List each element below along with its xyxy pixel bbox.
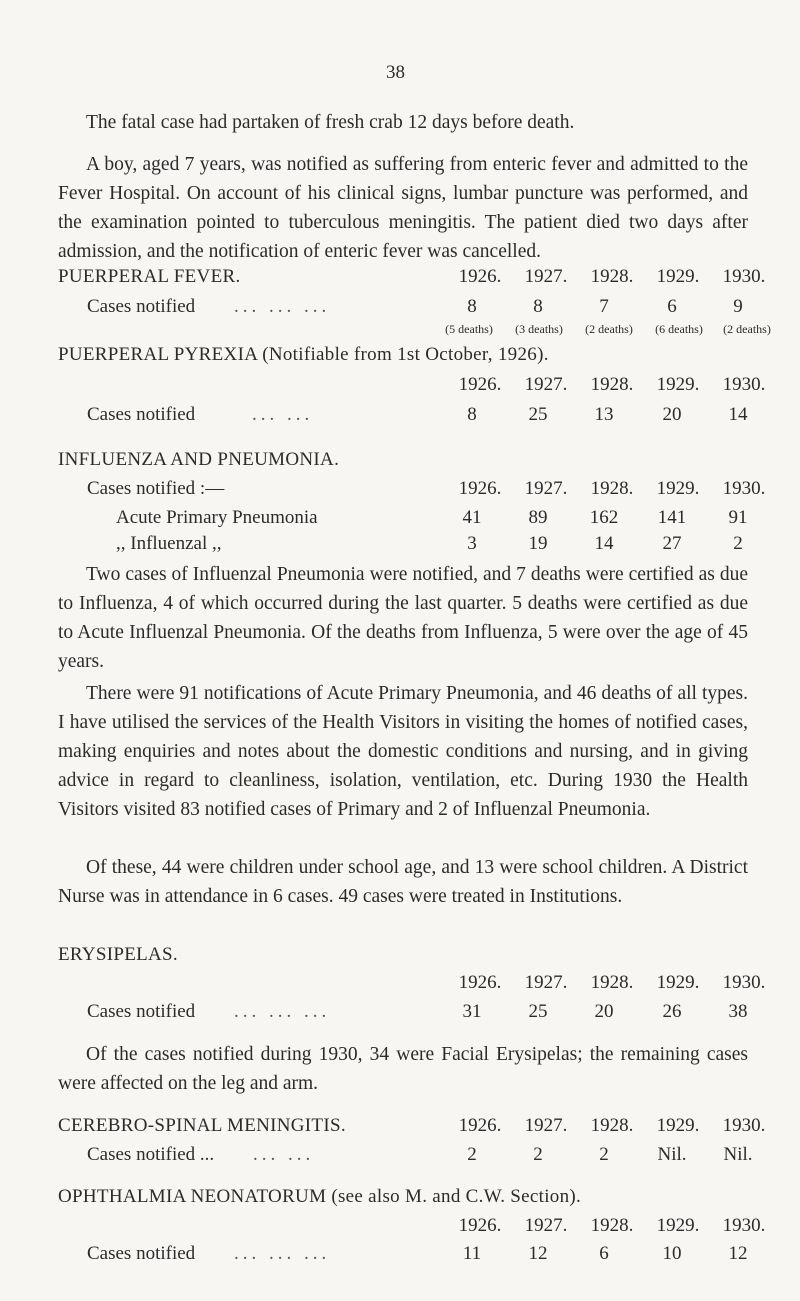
year-cell: 1928. <box>590 1215 634 1236</box>
inf-row1-label: Acute Primary Pneumonia <box>116 507 318 528</box>
year-cell: 1927. <box>524 1115 568 1136</box>
value-cell: 2 <box>467 1144 477 1165</box>
value-cell: 38 <box>728 1001 748 1022</box>
deaths-cell: (6 deaths) <box>655 322 703 336</box>
value-cell: 8 <box>467 296 477 317</box>
inf-row2-label: ,, Influenzal ,, <box>116 533 222 554</box>
year-cell: 1927. <box>524 478 568 499</box>
year-cell: 1928. <box>590 1115 634 1136</box>
value-cell: 25 <box>528 1001 548 1022</box>
year-cell: 1929. <box>656 1115 700 1136</box>
value-cell: 2 <box>733 533 743 554</box>
deaths-cell: (3 deaths) <box>515 322 563 336</box>
heading-ophthalmia: OPHTHALMIA NEONATORUM (see also M. and C.W. Section). <box>58 1186 582 1207</box>
value-cell: 14 <box>728 404 748 425</box>
value-cell: 9 <box>733 296 743 317</box>
value-cell: 3 <box>467 533 477 554</box>
value-cell: 8 <box>467 404 477 425</box>
value-cell: 6 <box>599 1243 609 1264</box>
value-cell: 14 <box>594 533 614 554</box>
year-cell: 1930. <box>722 478 766 499</box>
pf-label: Cases notified ... ... ... <box>87 296 331 317</box>
value-cell: 162 <box>589 507 619 528</box>
paragraph-crab: The fatal case had partaken of fresh crab 12 days before death. <box>86 112 575 133</box>
inf-label: Cases notified :— <box>87 478 225 499</box>
value-cell: Nil. <box>723 1144 753 1165</box>
value-cell: Nil. <box>657 1144 687 1165</box>
year-cell: 1927. <box>524 972 568 993</box>
deaths-cell: (2 deaths) <box>585 322 633 336</box>
value-cell: 26 <box>662 1001 682 1022</box>
page-number: 38 <box>386 62 405 83</box>
paragraph-children: Of these, 44 were children under school age, and 13 were school children. A District Nurse was in attendance in 6 cases. 49 cases were treated in Institutions. <box>58 857 748 907</box>
value-cell: 20 <box>594 1001 614 1022</box>
value-cell: 13 <box>594 404 614 425</box>
deaths-cell: (2 deaths) <box>723 322 771 336</box>
year-cell: 1930. <box>722 374 766 395</box>
men-label: Cases notified ... ... ... <box>87 1144 315 1165</box>
year-cell: 1926. <box>458 266 502 287</box>
heading-erysipelas: ERYSIPELAS. <box>58 944 178 965</box>
heading-puerperal-pyrexia: PUERPERAL PYREXIA (Notifiable from 1st October, 1926). <box>58 344 549 365</box>
value-cell: 2 <box>599 1144 609 1165</box>
year-cell: 1926. <box>458 478 502 499</box>
value-cell: 12 <box>528 1243 548 1264</box>
year-cell: 1929. <box>656 972 700 993</box>
year-cell: 1928. <box>590 972 634 993</box>
pp-label: Cases notified ... ... <box>87 404 314 425</box>
year-cell: 1927. <box>524 266 568 287</box>
value-cell: 7 <box>599 296 609 317</box>
value-cell: 141 <box>657 507 687 528</box>
value-cell: 19 <box>528 533 548 554</box>
year-cell: 1929. <box>656 266 700 287</box>
paragraph-influenzal: Two cases of Influenzal Pneumonia were notified, and 7 deaths were certified as due to Influenza, 4 of which occurred during the last quarter. 5 deaths were certified as due to Acute Influenzal Pneumonia. Of the deaths from Influenza, 5 were over the age of 45 years. <box>58 564 748 672</box>
year-cell: 1930. <box>722 972 766 993</box>
paragraph-erysipelas: Of the cases notified during 1930, 34 were Facial Erysipelas; the remaining cases were affected on the leg and arm. <box>58 1044 748 1094</box>
year-cell: 1930. <box>722 1215 766 1236</box>
year-cell: 1926. <box>458 972 502 993</box>
value-cell: 10 <box>662 1243 682 1264</box>
value-cell: 27 <box>662 533 682 554</box>
oph-label: Cases notified ... ... ... <box>87 1243 331 1264</box>
year-cell: 1927. <box>524 1215 568 1236</box>
year-cell: 1930. <box>722 1115 766 1136</box>
year-cell: 1929. <box>656 1215 700 1236</box>
heading-puerperal-fever: PUERPERAL FEVER. <box>58 266 241 287</box>
heading-influenza: INFLUENZA AND PNEUMONIA. <box>58 449 340 470</box>
year-cell: 1926. <box>458 1115 502 1136</box>
value-cell: 12 <box>728 1243 748 1264</box>
ery-label: Cases notified ... ... ... <box>87 1001 331 1022</box>
value-cell: 91 <box>728 507 748 528</box>
year-cell: 1930. <box>722 266 766 287</box>
year-cell: 1929. <box>656 478 700 499</box>
heading-meningitis: CEREBRO-SPINAL MENINGITIS. <box>58 1115 346 1136</box>
value-cell: 25 <box>528 404 548 425</box>
value-cell: 31 <box>462 1001 482 1022</box>
year-cell: 1926. <box>458 374 502 395</box>
paragraph-notifications: There were 91 notifications of Acute Primary Pneumonia, and 46 deaths of all types. I have utilised the services of the Health Visitors in visiting the homes of notified cases, making enquiries and notes about the domestic conditions and nursing, and in giving advice in regard to cleanliness, isolation, ventilation, etc. During 1930 the Health Visitors visited 83 notified cases of Primary and 2 of Influenzal Pneumonia. <box>58 683 748 820</box>
year-cell: 1928. <box>590 478 634 499</box>
year-cell: 1928. <box>590 374 634 395</box>
value-cell: 6 <box>667 296 677 317</box>
deaths-cell: (5 deaths) <box>445 322 493 336</box>
value-cell: 2 <box>533 1144 543 1165</box>
value-cell: 11 <box>462 1243 482 1264</box>
value-cell: 89 <box>528 507 548 528</box>
value-cell: 20 <box>662 404 682 425</box>
year-cell: 1929. <box>656 374 700 395</box>
year-cell: 1927. <box>524 374 568 395</box>
year-cell: 1928. <box>590 266 634 287</box>
year-cell: 1926. <box>458 1215 502 1236</box>
value-cell: 8 <box>533 296 543 317</box>
value-cell: 41 <box>462 507 482 528</box>
paragraph-boy: A boy, aged 7 years, was notified as suffering from enteric fever and admitted to the Fever Hospital. On account of his clinical signs, lumbar puncture was performed, and the examination pointed to tuberculous meningitis. The patient died two days after admission, and the notification of enteric fever was cancelled. <box>58 154 748 262</box>
